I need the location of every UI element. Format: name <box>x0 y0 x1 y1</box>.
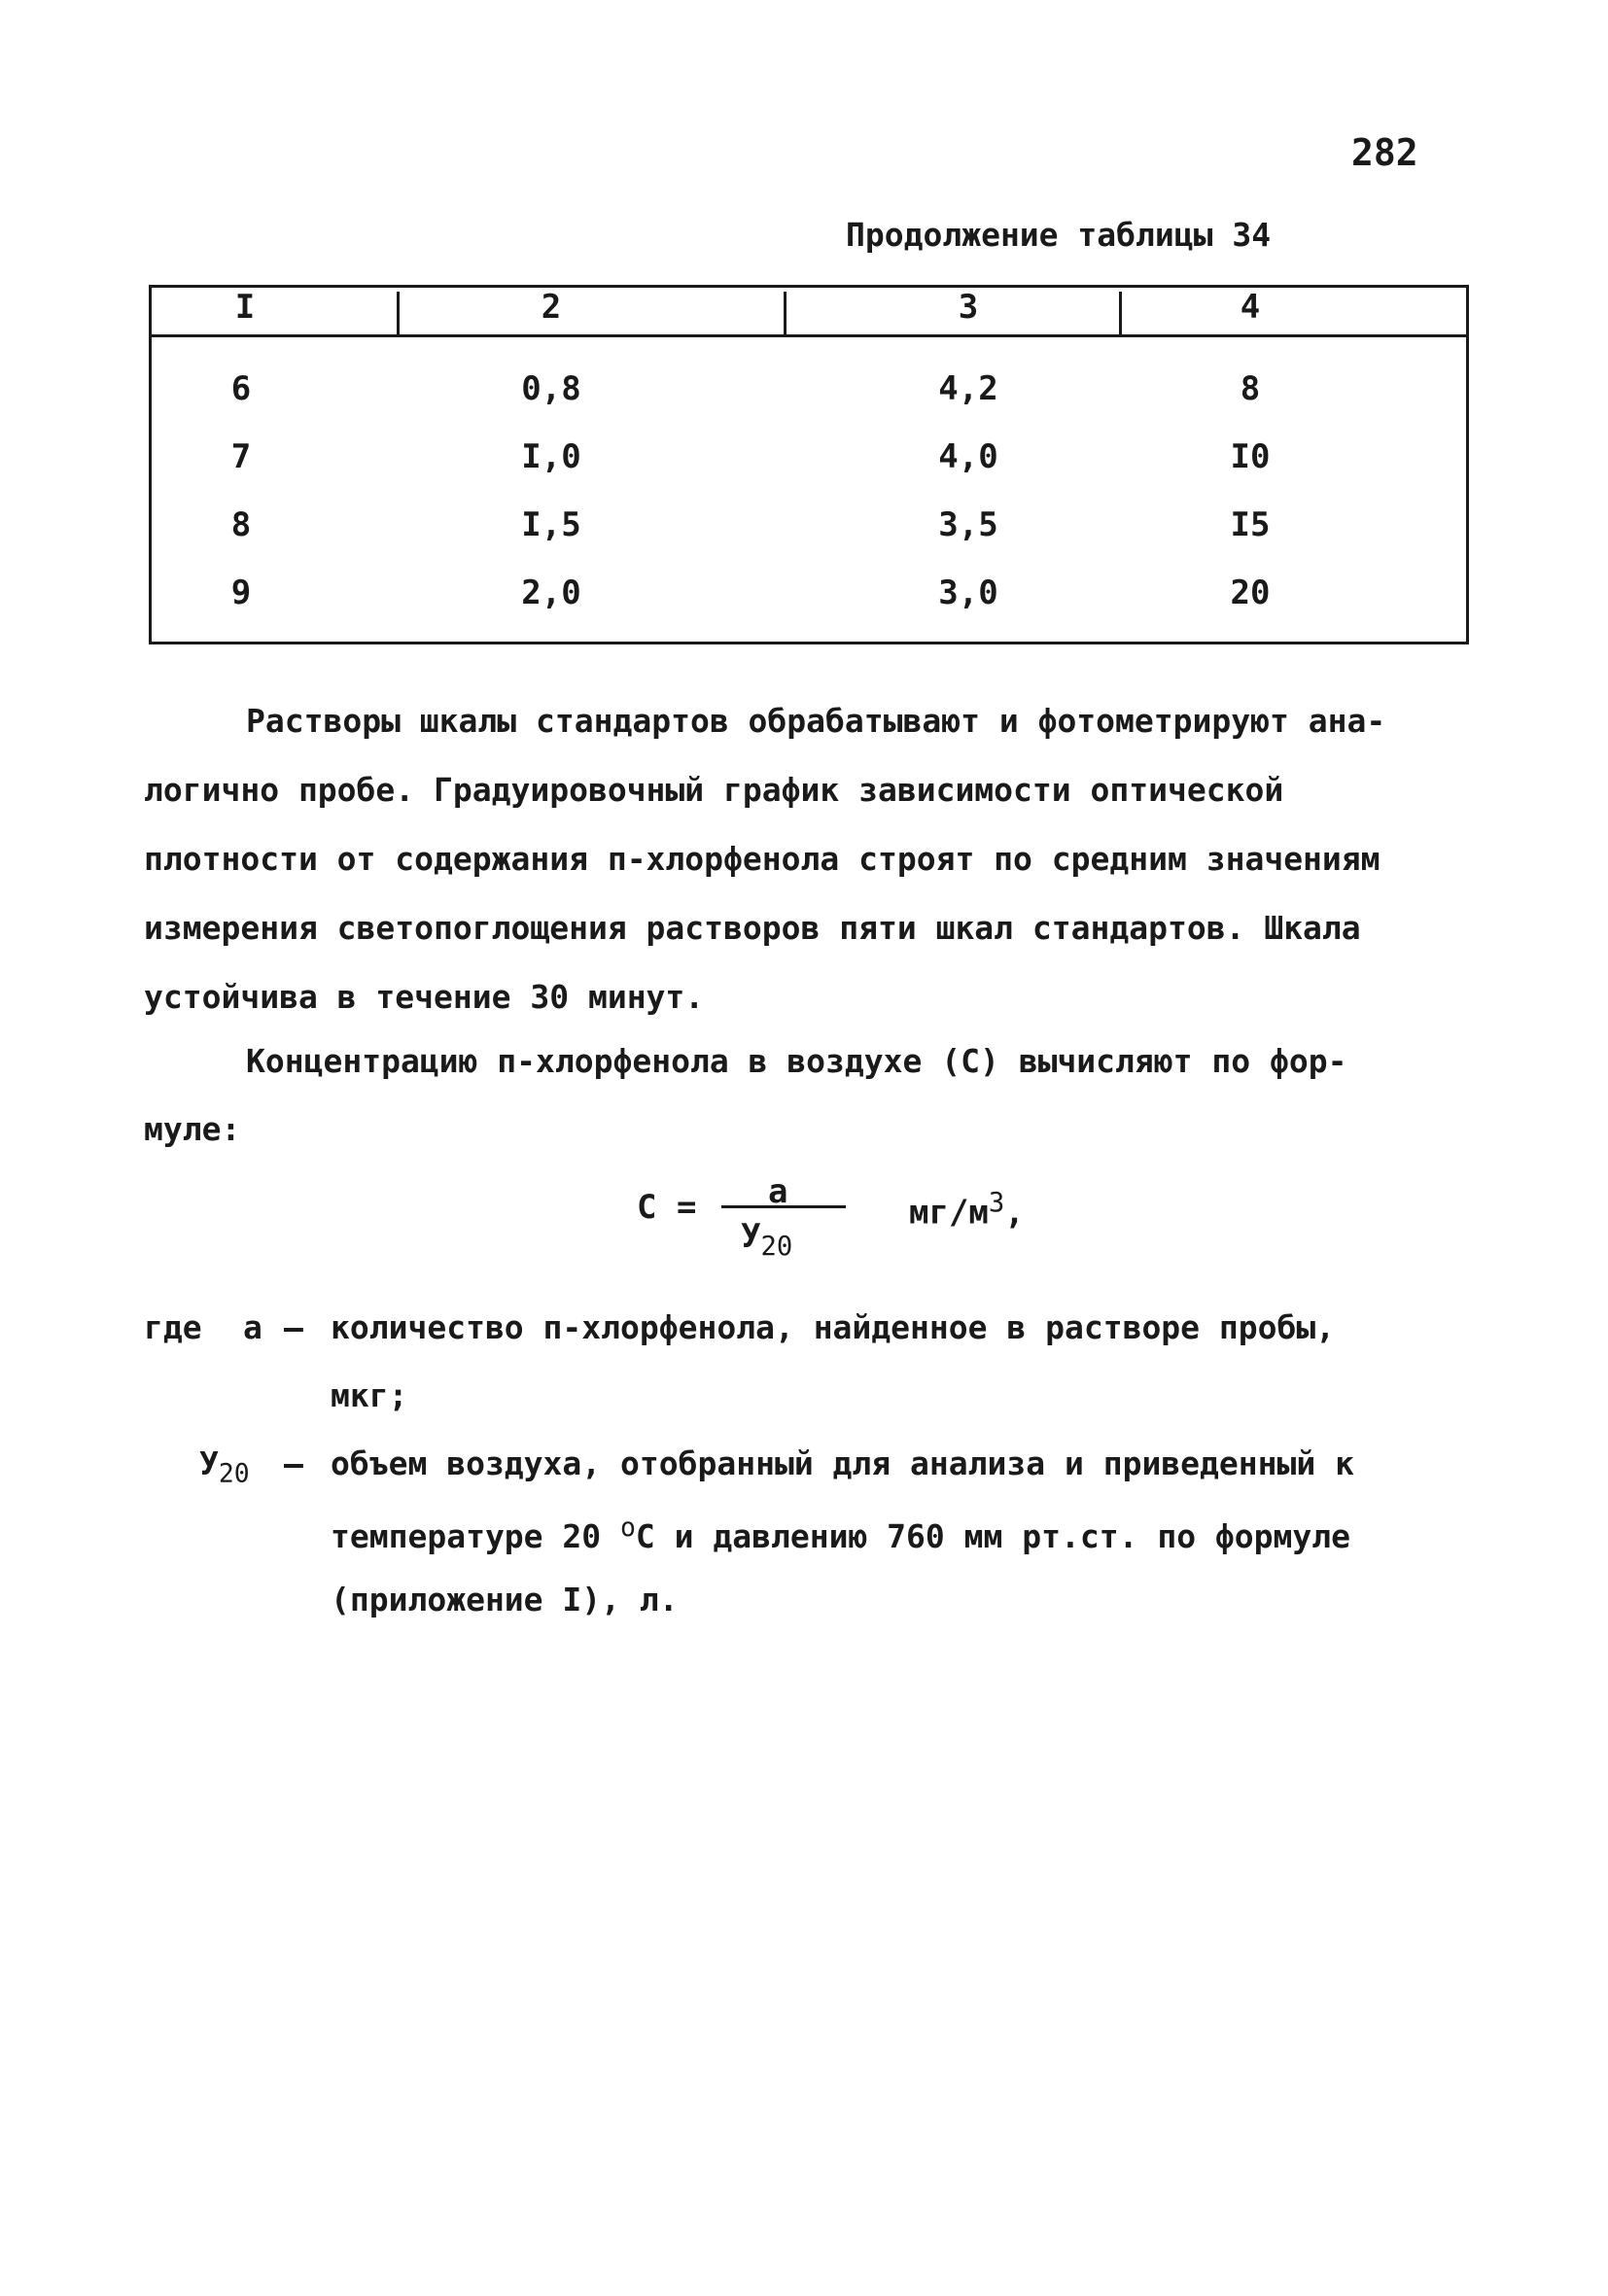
table-cell: I0 <box>1230 437 1271 476</box>
column-divider <box>397 292 400 334</box>
paragraph-line: Растворы шкалы стандартов обрабатывают и фотометрируют ана- <box>246 702 1386 740</box>
definition-a-symbol: а <box>243 1308 262 1346</box>
table-cell: 4,2 <box>938 369 998 408</box>
table-cell: 0,8 <box>521 369 581 408</box>
paragraph-line: муле: <box>144 1110 241 1148</box>
table-cell: 8 <box>1240 369 1261 408</box>
paragraph-line: логично пробе. Градуировочный график зависимости оптической <box>144 771 1284 809</box>
definition-v-text: (приложение I), л. <box>331 1581 679 1618</box>
fraction-line <box>721 1205 846 1208</box>
definition-dash: – <box>284 1444 303 1482</box>
table-header-cell: 3 <box>958 288 979 327</box>
table-cell: 8 <box>230 505 252 544</box>
table-cell: 20 <box>1230 574 1271 612</box>
column-divider <box>784 292 787 334</box>
paragraph-line: устойчива в течение 30 минут. <box>144 978 705 1016</box>
paragraph-line: измерения светопоглощения растворов пяти шкал стандартов. Шкала <box>144 909 1361 947</box>
definition-dash: – <box>284 1308 303 1346</box>
table-header-cell: 2 <box>541 288 562 327</box>
paragraph-line: плотности от содержания п-хлорфенола строят по средним значениям <box>144 840 1381 878</box>
definition-v-text: объем воздуха, отобранный для анализа и приведенный к <box>331 1444 1354 1482</box>
table-cell: 3,0 <box>938 574 998 612</box>
definition-v-text: температуре 20 $^о$С и давлению 760 мм рт.ст. по формуле <box>331 1513 1351 1555</box>
table-header-rule <box>152 334 1466 337</box>
table-cell: I,5 <box>521 505 581 544</box>
data-table <box>149 285 1469 644</box>
table-cell: 4,0 <box>938 437 998 476</box>
formula-unit: $мг/м^3$, <box>909 1188 1025 1233</box>
formula-lhs: С = <box>637 1188 697 1227</box>
formula-numerator: а <box>768 1172 788 1211</box>
table-cell: 2,0 <box>521 574 581 612</box>
definition-v-symbol: $У_{20}$ <box>199 1444 250 1489</box>
table-cell: 3,5 <box>938 505 998 544</box>
table-cell: I,0 <box>521 437 581 476</box>
table-header-cell: 4 <box>1240 288 1261 327</box>
table-cell: I5 <box>1230 505 1271 544</box>
page-number: 282 <box>1351 131 1418 174</box>
table-cell: 7 <box>230 437 252 476</box>
formula-denominator: $У_{20}$ <box>741 1217 793 1262</box>
paragraph-line: Концентрацию п-хлорфенола в воздухе (С) вычисляют по фор- <box>246 1042 1347 1080</box>
table-header-cell: I <box>234 288 256 327</box>
column-divider <box>1119 292 1122 334</box>
table-cell: 9 <box>230 574 252 612</box>
definition-where: где <box>144 1308 202 1346</box>
definition-a-text: мкг; <box>331 1376 408 1414</box>
table-caption: Продолжение таблицы 34 <box>846 216 1272 254</box>
definition-a-text: количество п-хлорфенола, найденное в растворе пробы, <box>331 1308 1336 1346</box>
table-cell: 6 <box>230 369 252 408</box>
